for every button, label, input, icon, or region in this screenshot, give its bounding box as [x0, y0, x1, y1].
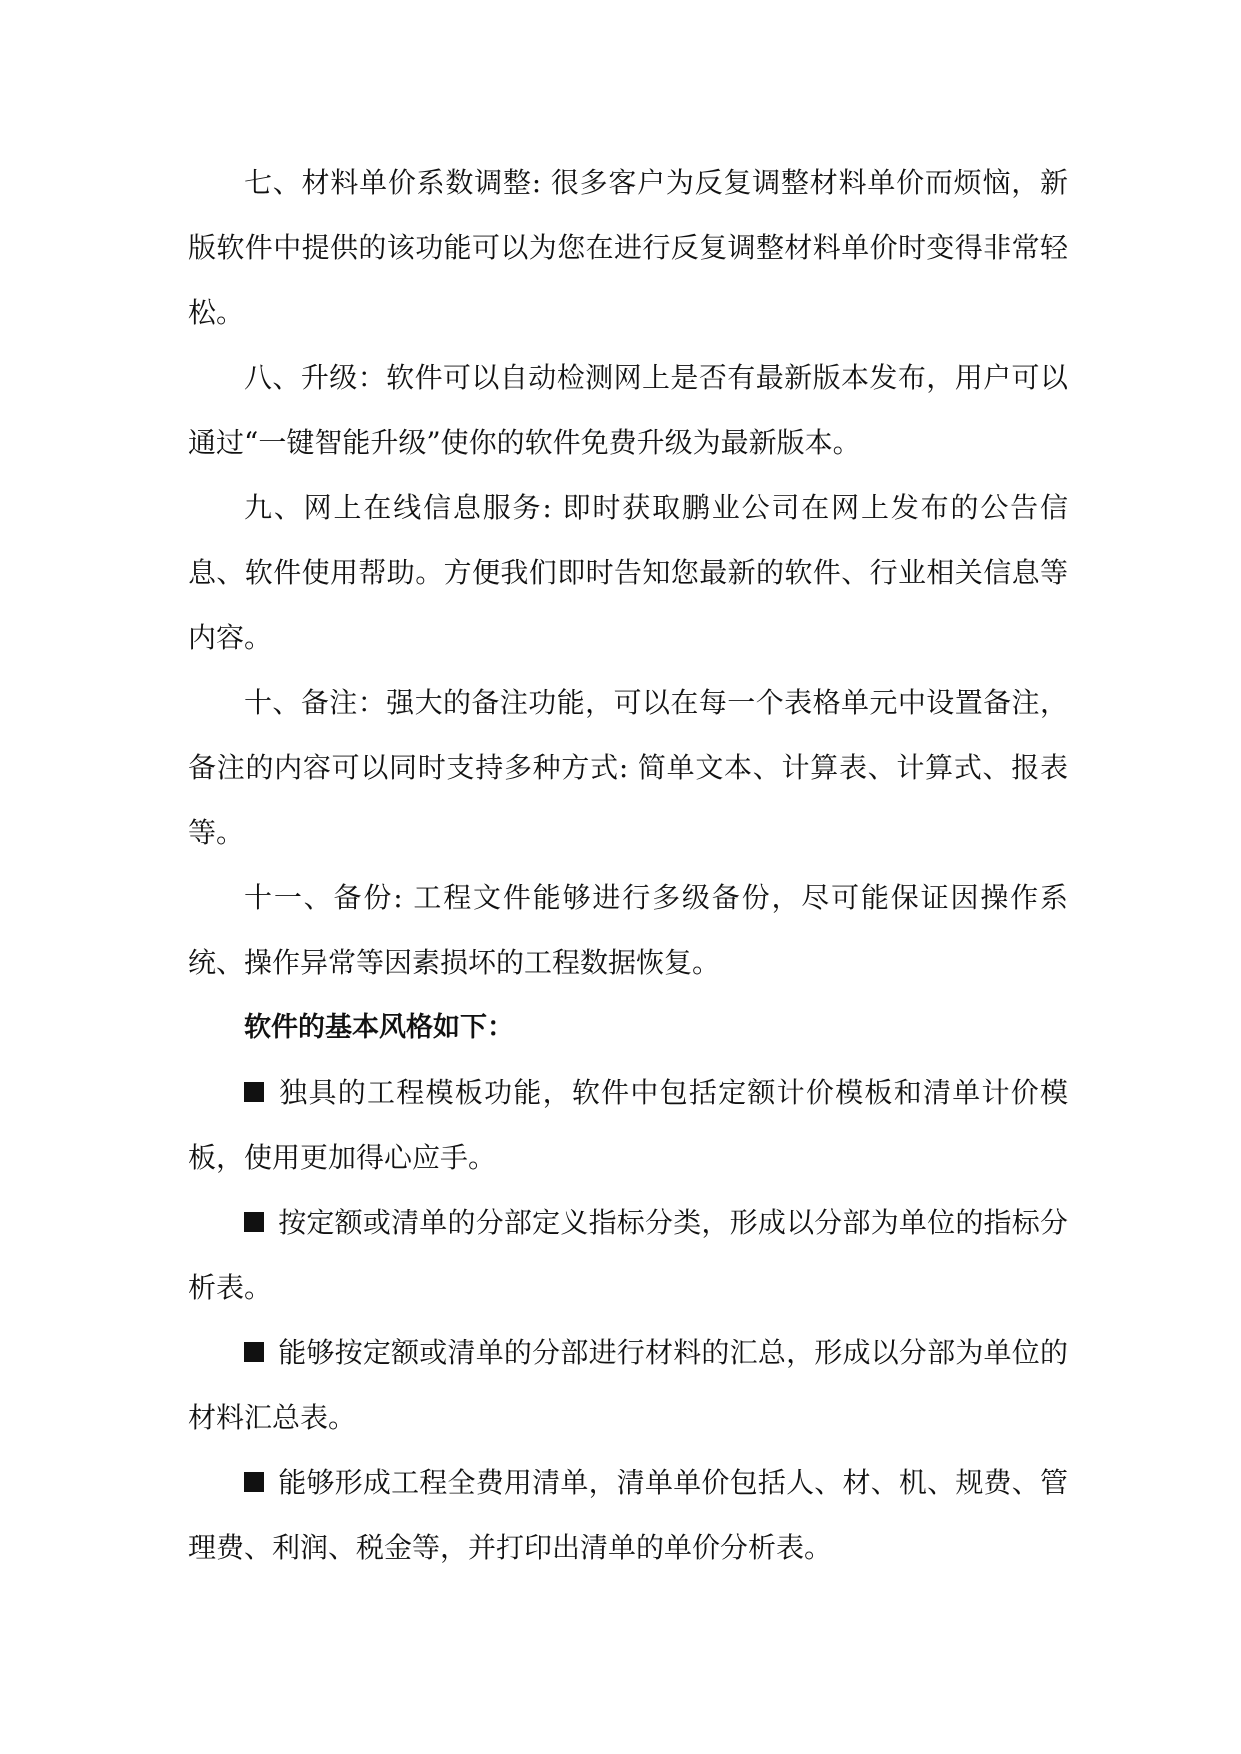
paragraph-backup: 十一、备份: 工程文件能够进行多级备份，尽可能保证因操作系统、操作异常等因素损坏的工程数据恢复。: [188, 881, 1068, 979]
paragraph-online-service: 九、网上在线信息服务: 即时获取鹏业公司在网上发布的公告信息、软件使用帮助。方便我们即时告知您最新的软件、行业相关信息等内容。: [188, 491, 1068, 654]
bullet-text: 按定额或清单的分部定义指标分类，形成以分部为单位的指标分析表。: [188, 1206, 1068, 1304]
section-heading-basic-style: 软件的基本风格如下：: [244, 1012, 514, 1043]
square-bullet-icon: [244, 1212, 264, 1232]
square-bullet-icon: [244, 1082, 264, 1102]
bullet-text: 独具的工程模板功能，软件中包括定额计价模板和清单计价模板，使用更加得心应手。: [188, 1076, 1068, 1174]
square-bullet-icon: [244, 1472, 264, 1492]
document-body: [188, 150, 1068, 1580]
bullet-text: 能够形成工程全费用清单，清单单价包括人、材、机、规费、管理费、利润、税金等，并打印出清单的单价分析表。: [188, 1466, 1068, 1564]
paragraph-upgrade: 八、升级：软件可以自动检测网上是否有最新版本发布，用户可以通过“一键智能升级”使你的软件免费升级为最新版本。: [188, 361, 1068, 459]
bullet-text: 能够按定额或清单的分部进行材料的汇总，形成以分部为单位的材料汇总表。: [188, 1336, 1068, 1434]
paragraph-material-price-adjust: 七、材料单价系数调整: 很多客户为反复调整材料单价而烦恼，新版软件中提供的该功能可以为您在进行反复调整材料单价时变得非常轻松。: [188, 166, 1068, 329]
square-bullet-icon: [244, 1342, 264, 1362]
paragraph-notes: 十、备注：强大的备注功能，可以在每一个表格单元中设置备注，备注的内容可以同时支持多种方式: 简单文本、计算表、计算式、报表等。: [188, 686, 1068, 849]
bullet-item: [188, 1320, 1068, 1450]
bullet-item: [188, 1450, 1068, 1580]
bullet-item: [188, 1060, 1068, 1190]
bullet-item: [188, 1190, 1068, 1320]
